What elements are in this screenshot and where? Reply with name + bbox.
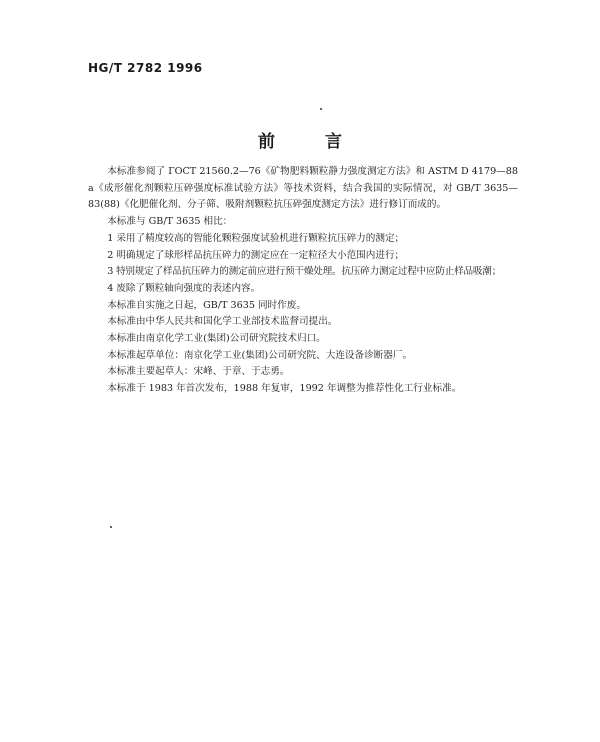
page-title: 前 言 [258, 132, 364, 152]
statement-proposer: 本标准由中华人民共和国化学工业部技术监督司提出。 [107, 316, 338, 328]
change-item-3: 3 特别规定了样品抗压碎力的测定前应进行预干燥处理。抗压碎力测定过程中应防止样品吸潮； [107, 266, 502, 278]
intro-paragraph: 本标准参阅了 ГОСТ 21560.2—76《矿物肥料颗粒静力强度测定方法》和 ASTM D 4179—88 a《成形催化剂颗粒压碎强度标准试验方法》等技术资料，结合我国的实际情况，对 GB/T 3635—83(88)《化肥催化剂、分子筛、吸附剂颗粒抗压碎强度测定方法》进行修订而成的。 [88, 166, 518, 211]
change-item-4: 4 废除了颗粒轴向强度的表述内容。 [107, 282, 261, 294]
statement-drafting-unit: 本标准起草单位：南京化学工业(集团)公司研究院、大连设备诊断器厂。 [107, 349, 413, 361]
scan-speck [320, 108, 322, 110]
comparison-intro: 本标准与 GB/T 3635 相比： [107, 216, 233, 228]
statement-history: 本标准于 1983 年首次发布，1988 年复审，1992 年调整为推荐性化工行业标准。 [107, 383, 462, 395]
standard-number: HG/T 2782 1996 [88, 61, 203, 75]
change-item-1: 1 采用了精度较高的智能化颗粒强度试验机进行颗粒抗压碎力的测定； [107, 232, 405, 244]
statement-custodian: 本标准由南京化学工业(集团)公司研究院技术归口。 [107, 333, 326, 345]
scan-speck [110, 526, 112, 528]
statement-replacement: 本标准自实施之日起，GB/T 3635 同时作废。 [107, 299, 306, 311]
foreword-body [88, 164, 518, 398]
change-item-2: 2 明确规定了球形样品抗压碎力的测定应在一定粒径大小范围内进行； [107, 249, 405, 261]
statement-drafters: 本标准主要起草人：宋峰、于章、于志勇。 [107, 366, 290, 378]
